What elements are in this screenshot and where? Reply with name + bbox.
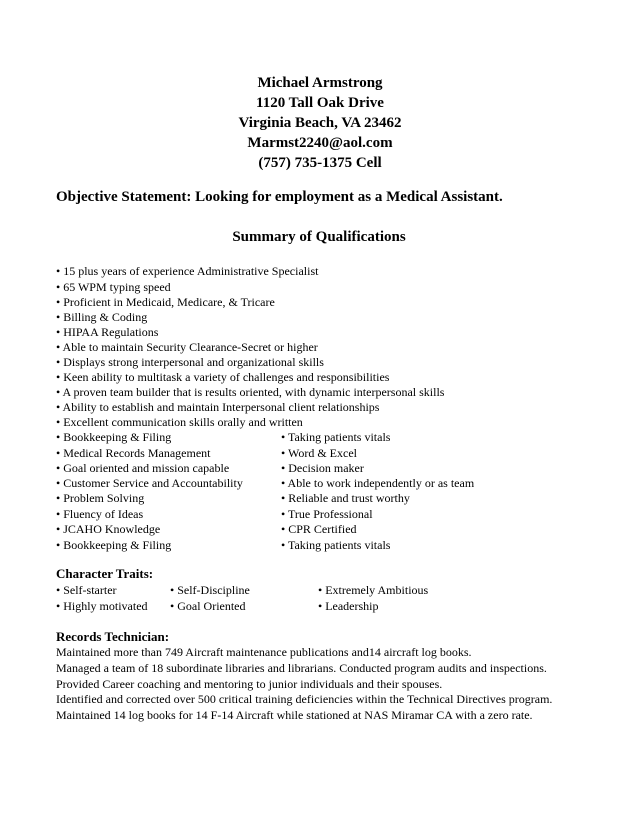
trait-item: • Highly motivated	[56, 599, 148, 613]
skill-left: • Bookkeeping & Filing	[56, 430, 172, 444]
summary-item: • Displays strong interpersonal and organizational skills	[56, 355, 324, 369]
records-line: Maintained more than 749 Aircraft maintenance publications and14 aircraft log books.	[56, 645, 472, 659]
skill-left: • Goal oriented and mission capable	[56, 461, 230, 475]
summary-item: • Excellent communication skills orally and written	[56, 415, 303, 429]
skill-right: • Decision maker	[281, 461, 364, 475]
skill-right: • Reliable and trust worthy	[281, 491, 410, 505]
trait-item: • Leadership	[318, 599, 379, 613]
trait-item: • Self-Discipline	[170, 583, 250, 597]
email-address: Marmst2240@aol.com	[247, 135, 393, 151]
summary-heading: Summary of Qualifications	[232, 229, 406, 245]
skill-left: • Bookkeeping & Filing	[56, 538, 172, 552]
records-line: Maintained 14 log books for 14 F-14 Aircraft while stationed at NAS Miramar CA with a zero rate.	[56, 708, 533, 722]
applicant-name: Michael Armstrong	[257, 75, 383, 91]
trait-item: • Self-starter	[56, 583, 117, 597]
skill-left: • Fluency of Ideas	[56, 507, 144, 521]
skill-right: • Taking patients vitals	[281, 538, 391, 552]
skill-right: • Able to work independently or as team	[281, 476, 475, 490]
skill-right: • True Professional	[281, 507, 373, 521]
records-line: Identified and corrected over 500 critical training deficiencies within the Technical Directives program.	[56, 692, 553, 706]
traits-heading: Character Traits:	[56, 566, 154, 581]
street-address: 1120 Tall Oak Drive	[256, 95, 384, 111]
records-heading: Records Technician:	[56, 629, 170, 644]
summary-item: • A proven team builder that is results oriented, with dynamic interpersonal skills	[56, 385, 445, 399]
skill-right: • Word & Excel	[281, 446, 357, 460]
skill-left: • Problem Solving	[56, 491, 145, 505]
summary-item: • Keen ability to multitask a variety of challenges and responsibilities	[56, 370, 390, 384]
skill-left: • JCAHO Knowledge	[56, 522, 161, 536]
summary-item: • Able to maintain Security Clearance-Secret or higher	[56, 340, 318, 354]
summary-item: • Ability to establish and maintain Interpersonal client relationships	[56, 400, 380, 414]
phone-number: (757) 735-1375 Cell	[258, 155, 382, 171]
summary-item: • Billing & Coding	[56, 310, 148, 324]
skill-right: • CPR Certified	[281, 522, 357, 536]
skill-right: • Taking patients vitals	[281, 430, 391, 444]
summary-item: • Proficient in Medicaid, Medicare, & Tricare	[56, 295, 275, 309]
objective-statement: Objective Statement: Looking for employment as a Medical Assistant.	[56, 189, 503, 205]
summary-item: • HIPAA Regulations	[56, 325, 159, 339]
trait-item: • Extremely Ambitious	[318, 583, 429, 597]
records-line: Managed a team of 18 subordinate libraries and librarians. Conducted program audits and inspections.	[56, 661, 547, 675]
summary-item: • 65 WPM typing speed	[56, 280, 171, 294]
contact-header	[0, 73, 638, 173]
records-line: Provided Career coaching and mentoring to junior individuals and their spouses.	[56, 677, 443, 691]
city-state-zip: Virginia Beach, VA 23462	[238, 115, 402, 131]
skill-left: • Medical Records Management	[56, 446, 211, 460]
trait-item: • Goal Oriented	[170, 599, 246, 613]
skill-left: • Customer Service and Accountability	[56, 476, 243, 490]
summary-item: • 15 plus years of experience Administrative Specialist	[56, 264, 319, 278]
